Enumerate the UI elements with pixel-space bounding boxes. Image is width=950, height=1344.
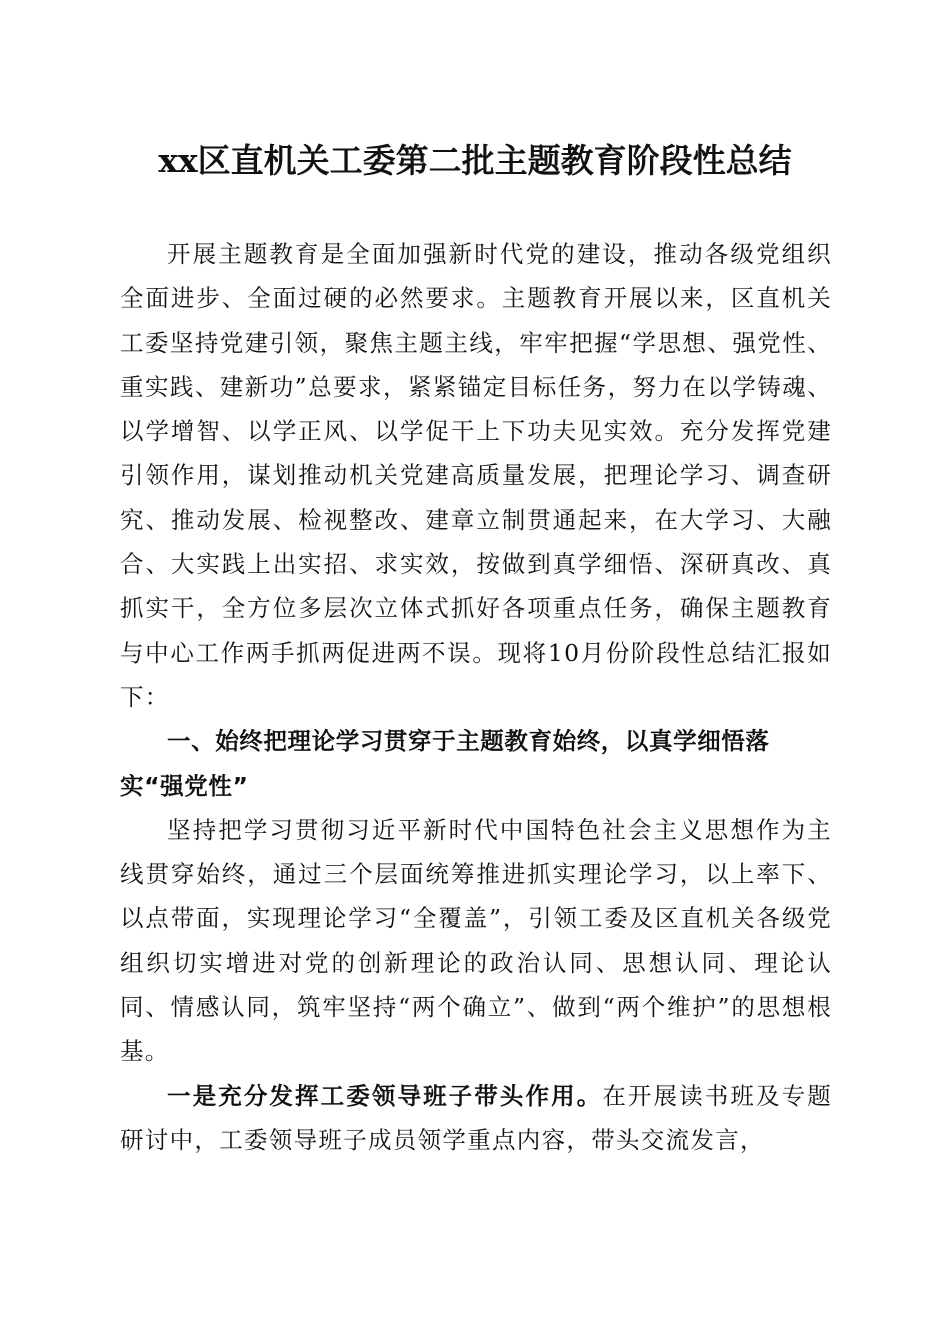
document-title: xx区直机关工委第二批主题教育阶段性总结 [158,141,792,180]
item-1-text: 在开展读书班及专题研讨中，工委领导班子成员领学重点内容，带头交流发言， [120,1081,832,1154]
section-1-paragraph: 坚持把学习贯彻习近平新时代中国特色社会主义思想作为主线贯穿始终，通过三个层面统筹推进抓实理论学习，以上率下、以点带面，实现理论学习“全覆盖”，引领工委及区直机关各级党组织切实增进对党的创新理论的政治认同、思想认同、理论认同、情感认同，筑牢坚持“两个确立”、做到“两个维护”的思想根基。 [120,815,832,1066]
section-1-item-1 [120,1074,832,1163]
item-1-lead: 一是充分发挥工委领导班子带头作用。 [167,1081,603,1110]
document-body [120,232,832,1162]
intro-paragraph: 开展主题教育是全面加强新时代党的建设，推动各级党组织全面进步、全面过硬的必然要求。主题教育开展以来，区直机关工委坚持党建引领，聚焦主题主线，牢牢把握“学思想、强党性、重实践、建新功”总要求，紧紧锚定目标任务，努力在以学铸魂、以学增智、以学正风、以学促干上下功夫见实效。充分发挥党建引领作用，谋划推动机关党建高质量发展，把理论学习、调查研究、推动发展、检视整改、建章立制贯通起来，在大学习、大融合、大实践上出实招、求实效，按做到真学细悟、深研真改、真抓实干，全方位多层次立体式抓好各项重点任务，确保主题教育与中心工作两手抓两促进两不误。现将10月份阶段性总结汇报如下： [120,240,832,711]
section-1-heading: 一、始终把理论学习贯穿于主题教育始终，以真学细悟落实“强党性” [120,727,770,800]
